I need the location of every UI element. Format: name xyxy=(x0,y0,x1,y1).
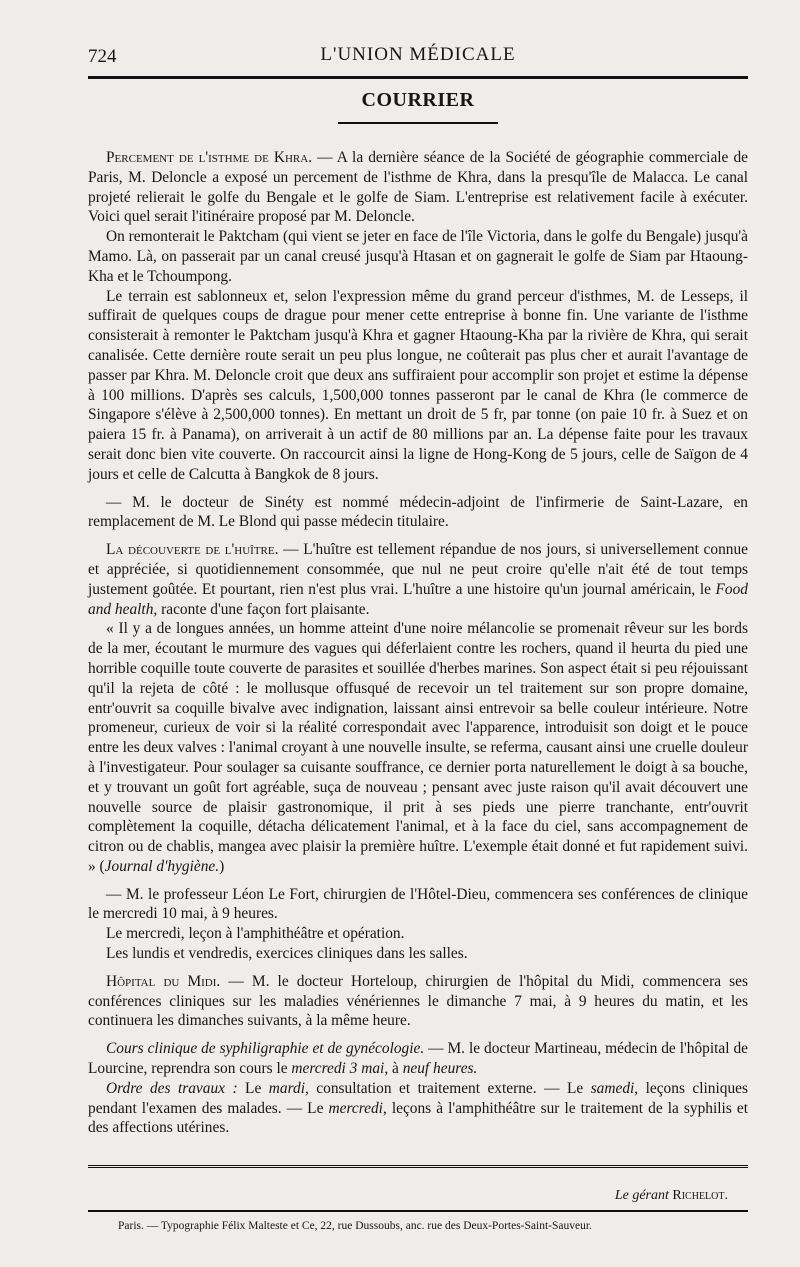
header-rule xyxy=(88,76,748,79)
printer-line: Paris. — Typographie Félix Malteste et Ce, 22, rue Dussoubs, anc. rue des Deux-Portes-Saint-Sauveur. xyxy=(118,1220,592,1232)
paragraph: — M. le docteur de Sinéty est nommé médecin-adjoint de l'infirmerie de Saint-Lazare, en remplacement de M. Le Blond qui passe médecin titulaire. xyxy=(88,493,748,531)
paragraph-text: — M. le docteur Horteloup, chirurgien de l'hôpital du Midi, commencera ses conférences cliniques sur les maladies vénériennes le dimanche 7 mai, à 9 heures du matin, et les continuera les dimanches suivants, à la même heure. xyxy=(88,972,748,1030)
footer-rule xyxy=(88,1165,748,1171)
journal-name: Food and health, xyxy=(88,580,748,618)
paragraph-text: leçons à l'amphithéâtre sur le traitement de la syphilis et des affections utérines. xyxy=(88,1099,749,1137)
paragraph-text: ) xyxy=(219,857,225,875)
signature xyxy=(615,1188,728,1204)
paragraph-text: « Il y a de longues années, un homme atteint d'une noire mélancolie se promenait rêveur sur les bords de la mer, écoutant le murmure des vagues qui déferlaient contre les rochers, quand il heurta du pied une horrible coquille toute couverte de parasites et souillée d'herbes marines. Son aspect était si peu réjouissant qu'il la rejeta de côté : le mollusque offusqué de recevoir un tel traitement sur son propre domaine, entr'ouvrit sa coquille bivalve avec indignation, laissant ainsi entrevoir sa belle couleur intérieure. Notre promeneur, curieux de voir si la réalité correspondait avec l'apparence, introduisit son doigt et le pouce entre les deux valves : l'animal croyant à une nouvelle insulte, se referma, causant ainsi une cruelle douleur à l'investigateur. Pour soulager sa cuisante souffrance, ce dernier porta naturellement le doigt à sa bouche, et y trouvant un goût fort agréable, suça de nouveau ; pensant avec juste raison qu'il avait découvert une nouvelle source de plaisir gastronomique, il prit à ses pieds une pierre tranchante, entr'ouvrit complètement la coquille, détacha délicatement l'animal, et à la face du ciel, sans accompagnement de citron ou de chablis, mangea avec plaisir la première huître. L'exemple était donné et fut rapidement suivi. » ( xyxy=(88,620,748,875)
paragraph-lead: Cours clinique de syphiligraphie et de gynécologie. xyxy=(106,1040,425,1058)
paragraph-text: à xyxy=(388,1060,403,1078)
paragraph-text: raconte d'une façon fort plaisante. xyxy=(157,600,370,618)
page-number: 724 xyxy=(88,46,117,67)
journal-name: Journal d'hygiène. xyxy=(104,857,220,875)
paragraph-text: Le xyxy=(237,1079,269,1097)
paragraph-lead: Percement de l'isthme de Khra. xyxy=(106,149,313,166)
paragraph: — M. le professeur Léon Le Fort, chirurgien de l'Hôtel-Dieu, commencera ses conférences de clinique le mercredi 10 mai, à 9 heures. xyxy=(88,885,748,923)
gerant-label: Le gérant xyxy=(614,1188,669,1203)
section-rule xyxy=(338,122,498,124)
paragraph: Le mercredi, leçon à l'amphithéâtre et opération. xyxy=(106,925,405,943)
page-header xyxy=(88,40,748,70)
paragraph xyxy=(88,148,748,227)
paragraph-text: — M. le docteur Martineau, médecin de l'hôpital de Lourcine, reprendra son cours le xyxy=(88,1040,748,1078)
paragraph xyxy=(88,540,748,619)
paragraph xyxy=(88,619,748,876)
paragraph: Le terrain est sablonneux et, selon l'expression même du grand perceur d'isthmes, M. de Lesseps, il suffirait de quelques coups de drague pour mener cette entreprise à bonne fin. Une variante de l'isthme consisterait à remonter le Paktcham jusqu'à Khra et gagner Htaoung-Kha par la rivière de Khra, qui serait canalisée. Cette dernière route serait un peu plus longue, ne coûterait pas plus cher et aurait l'avantage de passer par Khra. M. Deloncle croit que deux ans suffiraient pour accomplir son projet et estime la dépense à 100 millions. D'après ses calculs, 1,500,000 tonnes passeront par le canal de Khra (le commerce de Singapore s'élève à 2,500,000 tonnes). En mettant un droit de 5 fr, par tonne (on paie 10 fr. à Suez et on paiera 15 fr. à Panama), on arriverait à un actif de 80 millions par an. La dépense faite pour les travaux serait donc bien vite couverte. On raccourcit ainsi la ligne de Hong-Kong de 5 jours, celle de Saïgon de 4 jours et celle de Calcutta à Bangkok de 8 jours. xyxy=(88,287,748,483)
emphasis: neuf heures. xyxy=(402,1060,478,1078)
paragraph-text: — A la dernière séance de la Société de géographie commerciale de Paris, M. Deloncle a exposé un percement de l'isthme de Khra, dans la presqu'île de Malacca. Le canal projeté relierait le golfe du Bengale et le golfe de Siam. L'entreprise est relativement facile à exécuter. Voici quel serait l'itinéraire proposé par M. Deloncle. xyxy=(88,149,748,226)
emphasis: mardi, xyxy=(268,1079,309,1097)
printer-rule xyxy=(88,1210,748,1212)
running-title: L'UNION MÉDICALE xyxy=(320,44,516,65)
paragraph: Les lundis et vendredis, exercices cliniques dans les salles. xyxy=(106,945,468,963)
paragraph-text: consultation et traitement externe. — Le xyxy=(308,1079,591,1097)
paragraph-lead: Ordre des travaux : xyxy=(106,1079,238,1097)
paragraph-text: — L'huître est tellement répandue de nos jours, si universellement connue et appréciée, si quotidiennement consommée, que nul ne peut croire qu'elle n'ait été de tout temps justement goûtée. Et pourtant, rien n'est plus vrai. L'huître a une histoire qu'un journal américain, le xyxy=(88,541,748,598)
emphasis: mercredi 3 mai, xyxy=(291,1060,389,1078)
emphasis: mercredi, xyxy=(328,1099,387,1117)
paragraph xyxy=(88,1079,748,1138)
paragraph xyxy=(88,1039,748,1079)
gerant-name: Richelot. xyxy=(672,1188,728,1203)
article-body xyxy=(88,148,748,1138)
paragraph-text: leçons cliniques pendant l'examen des malades. — Le xyxy=(88,1079,748,1117)
emphasis: samedi, xyxy=(590,1079,639,1097)
paragraph-lead: Hôpital du Midi. xyxy=(106,972,221,990)
section-title: COURRIER xyxy=(361,89,475,111)
page xyxy=(88,40,749,1232)
paragraph-lead: La découverte de l'huître. xyxy=(106,541,279,559)
paragraph xyxy=(88,972,748,1031)
paragraph: On remonterait le Paktcham (qui vient se jeter en face de l'île Victoria, dans le golfe du Bengale) jusqu'à Mamo. Là, on passerait par un canal creusé jusqu'à Htasan et on gagnerait le golfe de Siam par Htaoung-Kha et le Tchoumpong. xyxy=(88,228,748,285)
